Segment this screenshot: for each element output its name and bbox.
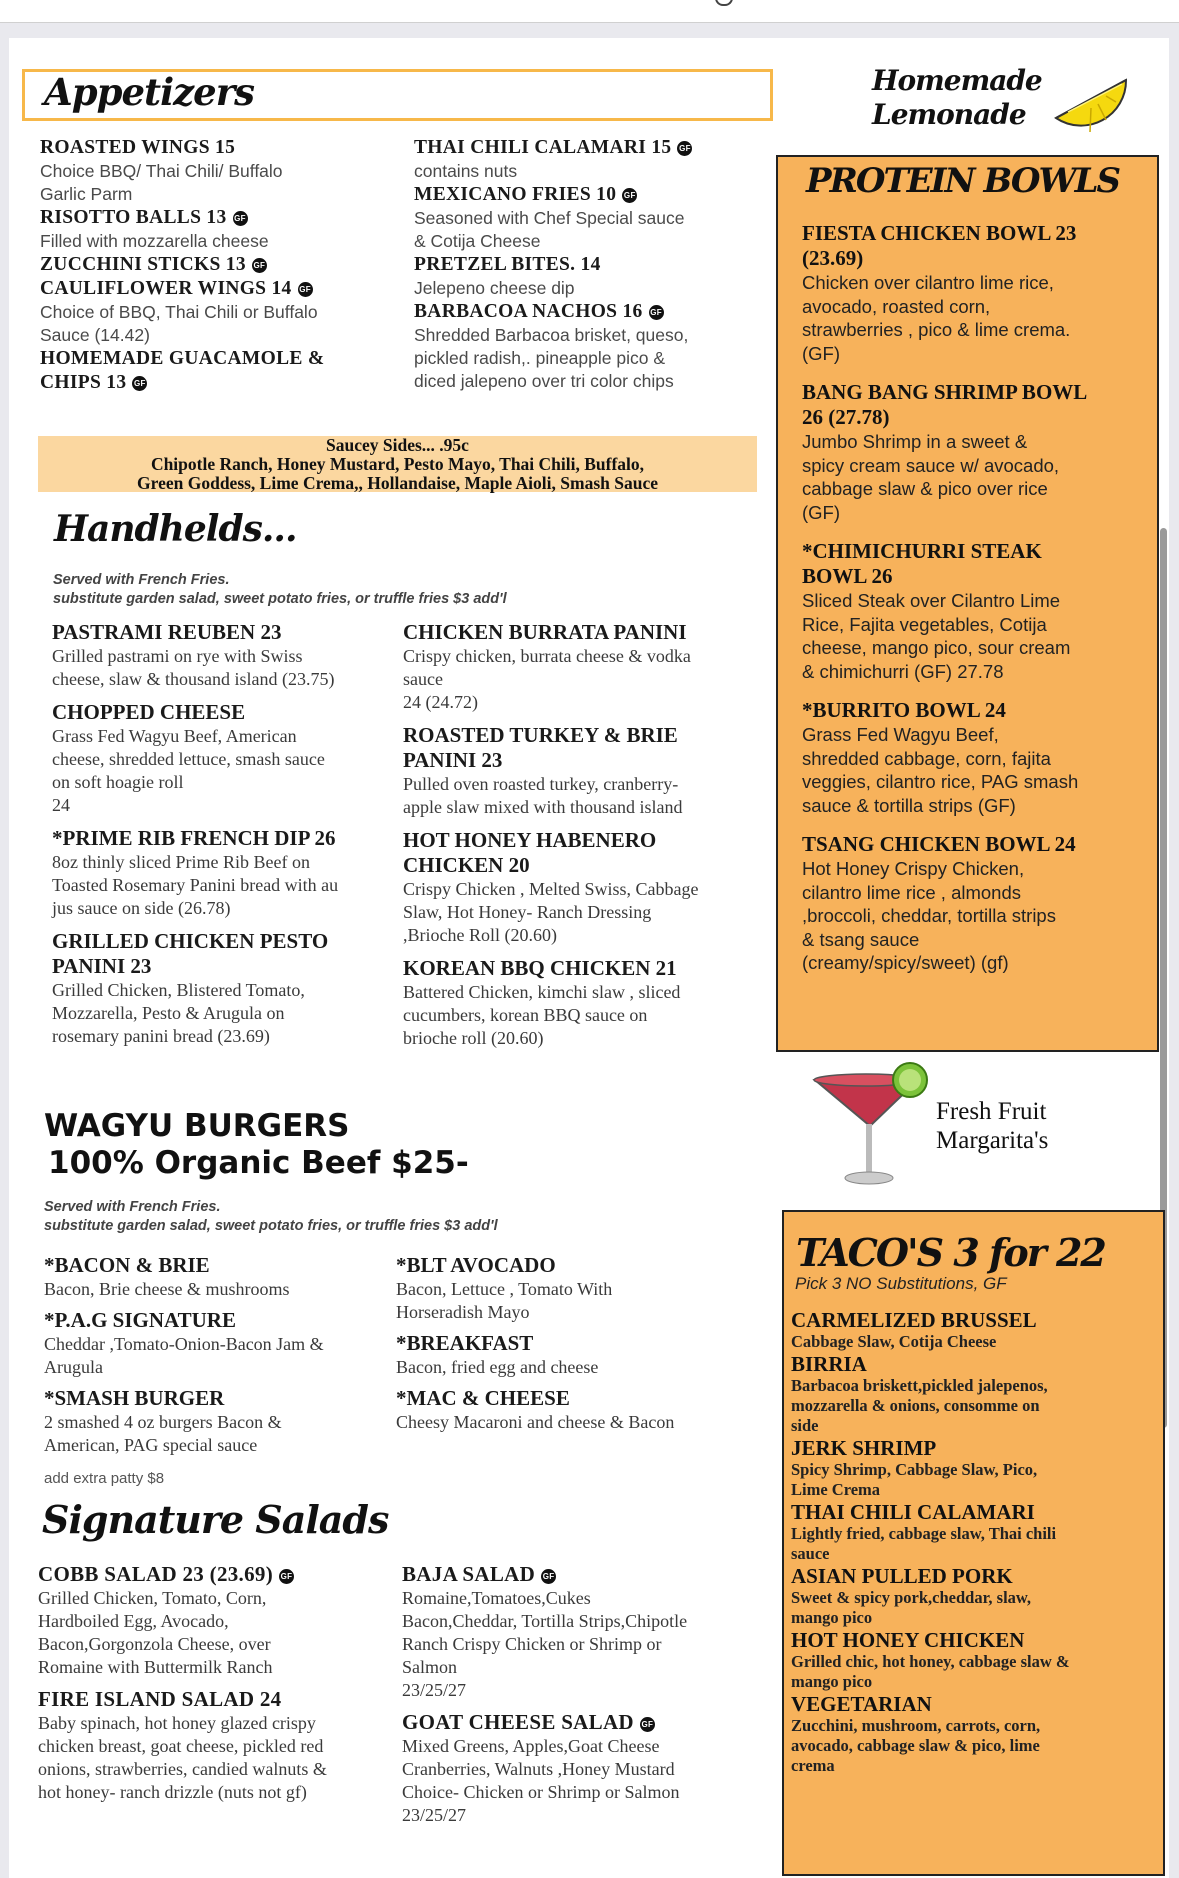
menu-item [396,1386,756,1434]
menu-item-description: Bacon, fried egg and cheese [396,1357,599,1377]
menu-item-name: KOREAN BBQ CHICKEN 21 [403,956,677,980]
menu-item [403,723,763,819]
menu-item-description: Cheesy Macaroni and cheese & Bacon [396,1412,675,1432]
menu-item-description: Grilled Chicken, Blistered Tomato, Mozzarella, Pesto & Arugula on rosemary panini bread (23.69) [52,980,305,1046]
menu-item [396,1331,756,1379]
menu-item [414,300,774,393]
menu-item-name: RISOTTO BALLS 13 GF [40,207,246,228]
menu-item [38,1687,398,1804]
menu-item [403,956,763,1050]
menu-item-name: FIESTA CHICKEN BOWL 23 (23.69) [802,221,1077,270]
margarita-line-1: Fresh Fruit [936,1098,1047,1125]
extra-patty-note: add extra patty $8 [44,1470,165,1487]
menu-item-name: ASIAN PULLED PORK [791,1564,1013,1588]
menu-item-description: Crispy chicken, burrata cheese & vodka sauce 24 (24.72) [403,646,691,712]
menu-item-description: Filled with mozzarella cheese [40,231,269,251]
menu-item-description: Shredded Barbacoa brisket, queso, pickled radish,. pineapple pico & diced jalepeno over tri color chips [414,325,689,391]
menu-item-name: GRILLED CHICKEN PESTO PANINI 23 [52,929,329,978]
menu-item-description: Chicken over cilantro lime rice, avocado, roasted corn, strawberries , pico & lime crema. (GF) [802,272,1071,364]
salads-heading: Signature Salads [42,1497,389,1542]
menu-item-description: Lightly fried, cabbage slaw, Thai chili sauce [791,1524,1057,1563]
tacos-heading: TACO'S 3 for 22 [796,1230,1105,1275]
sauces-line-2: Green Goddess, Lime Crema,, Hollandaise, Maple Aioli, Smash Sauce [137,473,658,493]
menu-item [52,620,397,691]
menu-item-description: Jumbo Shrimp in a sweet & spicy cream sauce w/ avocado, cabbage slaw & pico over rice (GF) [802,431,1060,523]
salads-left-column [38,1562,398,1812]
menu-item-name: THAI CHILI CALAMARI 15 GF [414,137,691,158]
menu-item-description: Battered Chicken, kimchi slaw , sliced cucumbers, korean BBQ sauce on brioche roll (20.60) [403,982,681,1048]
handhelds-note-1: Served with French Fries. [53,572,230,588]
menu-item [38,1562,398,1679]
burgers-note-1: Served with French Fries. [44,1199,221,1215]
gluten-free-icon: GF [233,211,248,226]
menu-item-description: Crispy Chicken , Melted Swiss, Cabbage Slaw, Hot Honey- Ranch Dressing ,Brioche Roll (20.60) [403,879,699,945]
handhelds-note-2: substitute garden salad, sweet potato fries, or truffle fries $3 add'l [53,591,507,607]
margarita-glass-icon [810,1058,930,1190]
menu-item-name: ZUCCHINI STICKS 13 GF [40,254,266,275]
menu-item-name: BIRRIA [791,1352,867,1376]
menu-item-name: PASTRAMI REUBEN 23 [52,620,282,644]
menu-item [40,347,390,395]
menu-item-name: BARBACOA NACHOS 16 GF [414,301,662,322]
menu-item-name: FIRE ISLAND SALAD 24 [38,1687,282,1711]
menu-item-description: Cheddar ,Tomato-Onion-Bacon Jam & Arugula [44,1334,324,1377]
menu-item-name: *PRIME RIB FRENCH DIP 26 [52,826,336,850]
protein-bowls-box [776,155,1159,1052]
menu-item-name: *SMASH BURGER [44,1386,225,1410]
menu-item [791,1500,1156,1564]
margarita-label [936,1097,1048,1155]
menu-item-name: COBB SALAD 23 (23.69) GF [38,1562,293,1586]
menu-item-name: MEXICANO FRIES 10 GF [414,184,636,205]
menu-item-description: Grilled chic, hot honey, cabbage slaw & mango pico [791,1652,1070,1691]
menu-item-description: Grilled pastrami on rye with Swiss cheese, slaw & thousand island (23.75) [52,646,335,689]
handhelds-heading: Handhelds... [54,508,297,550]
menu-item-description: Cabbage Slaw, Cotija Cheese [791,1332,997,1351]
lemonade-line-2: Lemonade [872,98,1026,131]
menu-item [791,1628,1156,1692]
gluten-free-icon: GF [252,258,267,273]
menu-item [40,253,390,277]
gluten-free-icon: GF [298,282,313,297]
menu-item-name: *P.A.G SIGNATURE [44,1308,236,1332]
saucey-sides-box [38,436,757,492]
menu-item [402,1710,762,1827]
appetizers-left-column [40,136,390,395]
menu-item-name: BANG BANG SHRIMP BOWL 26 (27.78) [802,380,1088,429]
menu-item-name: VEGETARIAN [791,1692,932,1716]
menu-item-description: Mixed Greens, Apples,Goat Cheese Cranberries, Walnuts ,Honey Mustard Choice- Chicken or Shrimp or Salmon 23/25/27 [402,1736,680,1825]
menu-item-description: contains nuts [414,161,518,181]
menu-item-name: *BLT AVOCADO [396,1253,556,1277]
menu-item-name: CHOPPED CHEESE [52,700,246,724]
menu-item [414,253,774,300]
menu-item-name: TSANG CHICKEN BOWL 24 [802,832,1076,856]
tacos-box [782,1210,1165,1876]
menu-item [403,620,763,714]
menu-item-name: GOAT CHEESE SALAD GF [402,1710,654,1734]
menu-item [44,1308,389,1379]
menu-item [40,206,390,253]
menu-item [414,183,774,253]
menu-item [791,1436,1156,1500]
gluten-free-icon: GF [132,376,147,391]
menu-item [40,277,390,347]
burgers-note-2: substitute garden salad, sweet potato fries, or truffle fries $3 add'l [44,1218,498,1234]
menu-item [52,700,397,817]
handhelds-right-column [403,620,763,1059]
menu-item [802,539,1142,683]
menu-item-name: CARMELIZED BRUSSEL [791,1308,1037,1332]
page-curl-icon [715,0,733,6]
menu-item [802,698,1142,817]
menu-item-description: Baby spinach, hot honey glazed crispy chicken breast, goat cheese, pickled red onions, strawberries, candied walnuts & hot honey- ranch drizzle (nuts not gf) [38,1713,327,1802]
menu-item-name: PRETZEL BITES. 14 [414,254,601,275]
menu-item-name: *BACON & BRIE [44,1253,210,1277]
gluten-free-icon: GF [541,1569,556,1584]
tacos-subheading: Pick 3 NO Substitutions, GF [795,1274,1007,1293]
margarita-line-2: Margarita's [936,1127,1049,1154]
gluten-free-icon: GF [640,1717,655,1732]
menu-item-description: Choice BBQ/ Thai Chili/ Buffalo Garlic Parm [40,161,283,204]
menu-item [52,826,397,920]
menu-item [402,1562,762,1702]
menu-item-description: Grass Fed Wagyu Beef, shredded cabbage, corn, fajita veggies, cilantro rice, PAG smash sauce & tortilla strips (GF) [802,724,1079,816]
menu-item-description: Bacon, Lettuce , Tomato With Horseradish Mayo [396,1279,613,1322]
menu-item-name: *MAC & CHEESE [396,1386,570,1410]
lemonade-line-1: Homemade [872,64,1042,97]
menu-item-description: Pulled oven roasted turkey, cranberry- apple slaw mixed with thousand island [403,774,683,817]
menu-item [802,832,1142,975]
menu-item-description: Bacon, Brie cheese & mushrooms [44,1279,290,1299]
appetizers-right-column [414,136,774,393]
menu-item-description: Barbacoa briskett,pickled jalepenos, mozzarella & onions, consomme on side [791,1376,1048,1435]
menu-item-name: ROASTED TURKEY & BRIE PANINI 23 [403,723,678,772]
menu-item-name: HOT HONEY HABENERO CHICKEN 20 [403,828,657,877]
menu-item-description: Sliced Steak over Cilantro Lime Rice, Fajita vegetables, Cotija cheese, mango pico, sour cream & chimichurri (GF) 27.78 [802,590,1071,682]
burgers-right-column [396,1253,756,1441]
gluten-free-icon: GF [279,1569,294,1584]
menu-item [791,1308,1156,1352]
gluten-free-icon: GF [677,141,692,156]
menu-item-name: THAI CHILI CALAMARI [791,1500,1035,1524]
menu-item-name: *CHIMICHURRI STEAK BOWL 26 [802,539,1042,588]
menu-item-name: *BREAKFAST [396,1331,534,1355]
menu-item [791,1564,1156,1628]
menu-item-description: 8oz thinly sliced Prime Rib Beef on Toasted Rosemary Panini bread with au jus sauce on side (26.78) [52,852,339,918]
browser-top-bar [0,0,1179,23]
menu-item [396,1253,756,1324]
burgers-left-column [44,1253,389,1464]
menu-item [414,136,774,183]
sauces-line-1: Chipotle Ranch, Honey Mustard, Pesto Mayo, Thai Chili, Buffalo, [150,454,645,474]
salads-right-column [402,1562,762,1835]
menu-item-description: 2 smashed 4 oz burgers Bacon & American, PAG special sauce [44,1412,282,1455]
menu-item [791,1352,1156,1436]
menu-item-name: CHICKEN BURRATA PANINI [403,620,687,644]
menu-item-description: Zucchini, mushroom, carrots, corn, avocado, cabbage slaw & pico, lime crema [791,1716,1041,1775]
menu-item-name: BAJA SALAD GF [402,1562,555,1586]
menu-item-name: HOMEMADE GUACAMOLE & CHIPS 13 GF [40,348,325,393]
menu-item-name: *BURRITO BOWL 24 [802,698,1006,722]
menu-item [44,1386,389,1457]
lemon-slice-icon [1046,66,1132,146]
menu-item-description: Hot Honey Crispy Chicken, cilantro lime rice , almonds ,broccoli, cheddar, tortilla strips & tsang sauce (creamy/spicy/sweet) (gf) [802,858,1056,973]
menu-item-description: Choice of BBQ, Thai Chili or Buffalo Sauce (14.42) [40,302,318,345]
appetizers-heading: Appetizers [44,70,255,114]
menu-item [403,828,763,947]
lemonade-title [872,64,1042,132]
menu-item-name: HOT HONEY CHICKEN [791,1628,1025,1652]
tacos-list [791,1308,1156,1776]
menu-item-name: CAULIFLOWER WINGS 14 GF [40,278,311,299]
burgers-heading: WAGYU BURGERS [44,1108,350,1144]
menu-item [802,221,1142,365]
gluten-free-icon: GF [649,305,664,320]
protein-bowls-list [802,221,1142,990]
sauces-title: Saucey Sides... .95c [326,435,469,455]
menu-item-description: Spicy Shrimp, Cabbage Slaw, Pico, Lime Crema [791,1460,1038,1499]
menu-item-name: JERK SHRIMP [791,1436,937,1460]
burgers-subheading: 100% Organic Beef $25- [48,1145,469,1181]
menu-item [52,929,397,1048]
handhelds-left-column [52,620,397,1057]
menu-item-description: Sweet & spicy pork,cheddar, slaw, mango pico [791,1588,1032,1627]
menu-item-description: Romaine,Tomatoes,Cukes Bacon,Cheddar, Tortilla Strips,Chipotle Ranch Crispy Chicken or Shrimp or Salmon 23/25/27 [402,1588,688,1700]
menu-item [791,1692,1156,1776]
menu-item-name: ROASTED WINGS 15 [40,137,236,158]
menu-item [40,136,390,206]
menu-item-description: Jelepeno cheese dip [414,278,575,298]
menu-item [44,1253,389,1301]
menu-item [802,380,1142,524]
gluten-free-icon: GF [622,188,637,203]
menu-item-description: Seasoned with Chef Special sauce & Cotija Cheese [414,208,685,251]
menu-item-description: Grilled Chicken, Tomato, Corn, Hardboiled Egg, Avocado, Bacon,Gorgonzola Cheese, over Romaine with Buttermilk Ranch [38,1588,273,1677]
menu-item-description: Grass Fed Wagyu Beef, American cheese, shredded lettuce, smash sauce on soft hoagie roll 24 [52,726,325,815]
protein-bowls-heading: PROTEIN BOWLS [806,161,1120,201]
